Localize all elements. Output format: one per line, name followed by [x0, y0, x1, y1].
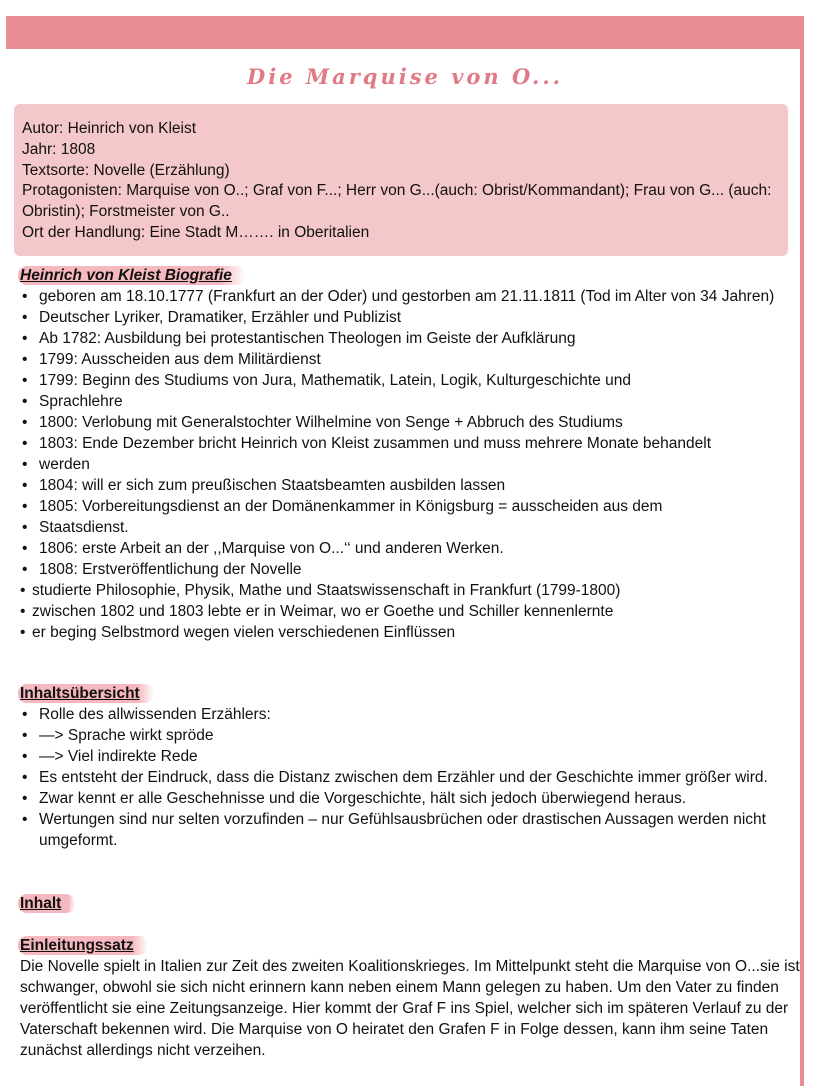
list-item: • studierte Philosophie, Physik, Mathe und Staatswissenschaft in Frankfurt (1799-1800) [20, 582, 621, 599]
einleitungssatz-text: Die Novelle spielt in Italien zur Zeit des zweiten Koalitionskrieges. Im Mittelpunkt steht die Marquise von O...sie ist schwanger, obwohl sie sich nicht erinnern kann neben einem Mann gelegen zu haben. Um den Vater zu finden veröffentlicht sie eine Zeitungsanzeige. Hier kommt der Graf F ins Spiel, welcher sich im späteren Verlauf zu der Vaterschaft bekennen wird. Die Marquise von O heiratet den Grafen F in Folge dessen, kann ihm seine Taten zunächst allerdings nicht verzeihen. [20, 958, 800, 1059]
info-ort: Ort der Handlung: Eine Stadt M……. in Oberitalien [22, 223, 370, 241]
bullet-icon: • [22, 393, 28, 410]
list-item: • Ab 1782: Ausbildung bei protestantischen Theologen im Geiste der Aufklärung [22, 330, 576, 347]
list-item: • 1800: Verlobung mit Generalstochter Wilhelmine von Senge + Abbruch des Studiums [22, 414, 623, 431]
list-item: • 1806: erste Arbeit an der ,,Marquise von O...‘‘ und anderen Werken. [22, 540, 504, 557]
list-item: • er beging Selbstmord wegen vielen verschiedenen Einflüssen [20, 624, 456, 641]
einleitungssatz-heading: Einleitungssatz [18, 936, 148, 955]
list-item: • Sprachlehre [22, 393, 123, 410]
bullet-icon: • [22, 540, 28, 557]
bullet-icon: • [22, 811, 28, 828]
list-item: • Rolle des allwissenden Erzählers: [22, 706, 271, 723]
list-item: • 1799: Beginn des Studiums von Jura, Mathematik, Latein, Logik, Kulturgeschichte und [22, 372, 631, 389]
bullet-icon: • [22, 288, 28, 305]
bullet-icon: • [22, 477, 28, 494]
bullet-icon: • [22, 519, 28, 536]
list-item: • 1804: will er sich zum preußischen Staatsbeamten ausbilden lassen [22, 477, 506, 494]
bullet-icon: • [22, 790, 28, 807]
bullet-icon: • [22, 769, 28, 786]
bullet-icon: • [22, 372, 28, 389]
list-item: • geboren am 18.10.1777 (Frankfurt an der Oder) und gestorben am 21.11.1811 (Tod im Alter von 34 Jahren) [22, 288, 775, 305]
bullet-icon: • [22, 748, 28, 765]
list-item: • 1808: Erstveröffentlichung der Novelle [22, 561, 302, 578]
info-autor: Autor: Heinrich von Kleist [22, 120, 197, 137]
bullet-icon: • [20, 582, 26, 599]
page-title: Die Marquise von O... [247, 64, 563, 89]
list-item: • —> Viel indirekte Rede [22, 748, 198, 765]
list-item: • Zwar kennt er alle Geschehnisse und die Vorgeschichte, hält sich jedoch überwiegend heraus. [22, 790, 687, 807]
list-item: • Deutscher Lyriker, Dramatiker, Erzähler und Publizist [22, 309, 402, 326]
bullet-icon: • [22, 456, 28, 473]
list-item: • —> Sprache wirkt spröde [22, 727, 214, 744]
info-box [14, 104, 788, 256]
list-item: • Wertungen sind nur selten vorzufinden – nur Gefühlsausbrüchen oder drastischen Aussagen werden nicht umgeformt. [22, 811, 766, 849]
list-item: • 1803: Ende Dezember bricht Heinrich von Kleist zusammen und muss mehrere Monate behandelt [22, 435, 712, 452]
inhalt-heading: Inhalt [18, 894, 75, 913]
list-item: • 1805: Vorbereitungsdienst an der Domänenkammer in Königsburg = ausscheiden aus dem [22, 498, 663, 515]
header-bar [6, 16, 804, 49]
list-item: • 1799: Ausscheiden aus dem Militärdienst [22, 351, 321, 368]
inhaltsuebersicht-heading: Inhaltsübersicht [18, 684, 154, 703]
list-item: • werden [22, 456, 90, 473]
info-jahr: Jahr: 1808 [22, 140, 96, 158]
list-item: • Staatsdienst. [22, 519, 129, 536]
bullet-icon: • [22, 330, 28, 347]
bullet-icon: • [20, 603, 26, 620]
inhaltsuebersicht-list [20, 704, 810, 851]
bullet-icon: • [20, 624, 26, 641]
biografie-heading: Heinrich von Kleist Biografie [18, 266, 246, 285]
bullet-icon: • [22, 351, 28, 368]
list-item: • Es entsteht der Eindruck, dass die Distanz zwischen dem Erzähler und der Geschichte immer größer wird. [22, 769, 768, 786]
bullet-icon: • [22, 561, 28, 578]
bullet-icon: • [22, 727, 28, 744]
bullet-icon: • [22, 435, 28, 452]
biografie-list [20, 286, 810, 643]
bullet-icon: • [22, 414, 28, 431]
bullet-icon: • [22, 309, 28, 326]
info-protagonisten: Protagonisten: Marquise von O..; Graf von F...; Herr von G...(auch: Obrist/Kommandant); Frau von G... (auch: Obristin); Forstmeister von G.. [22, 182, 772, 221]
info-textsorte: Textsorte: Novelle (Erzählung) [22, 161, 230, 179]
list-item: • zwischen 1802 und 1803 lebte er in Weimar, wo er Goethe und Schiller kennenlernte [20, 603, 614, 620]
bullet-icon: • [22, 498, 28, 515]
bullet-icon: • [22, 706, 28, 723]
